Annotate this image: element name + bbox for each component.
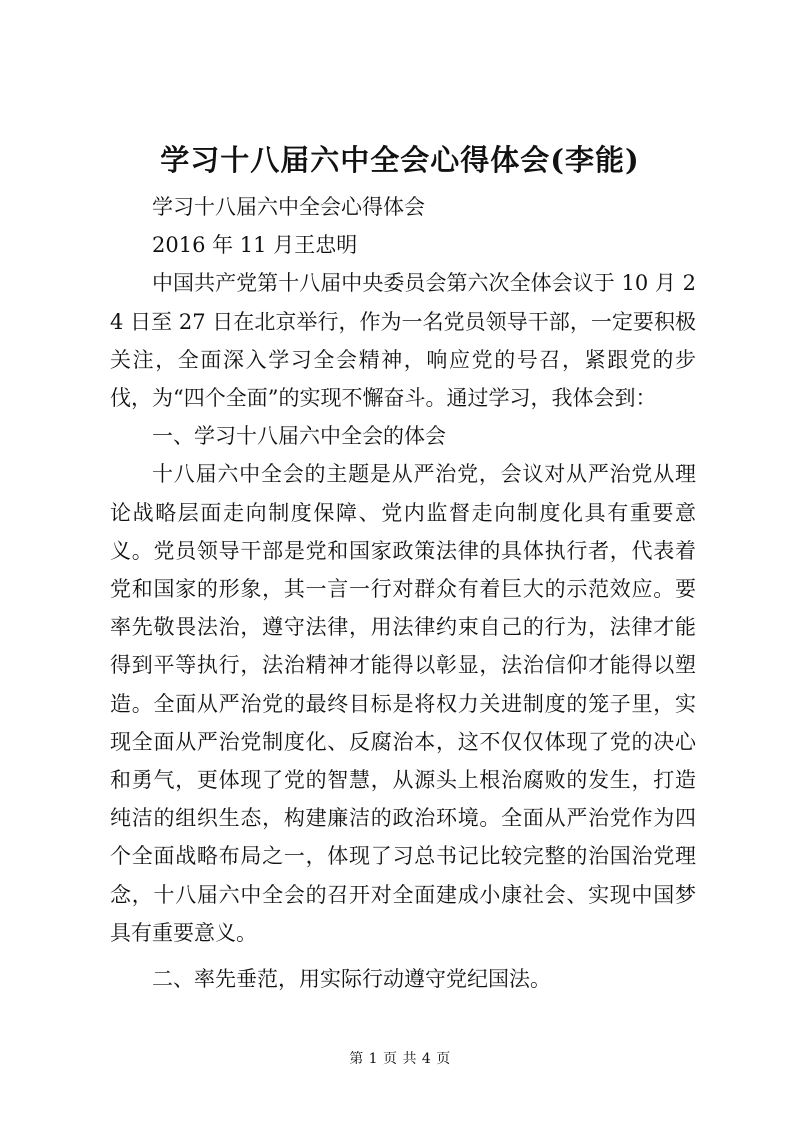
document-title: 学习十八届六中全会心得体会(李能) (160, 143, 640, 177)
intro-paragraph: 中国共产党第十八届中央委员会第六次全体会议于 10 月 24 日至 27 日在北京举行，作为一名党员领导干部，一定要积极关注，全面深入学习全会精神，响应党的号召，紧跟党的步伐，为“四个全面”的实现不懈奋斗。通过学习，我体会到： (110, 271, 696, 411)
page-footer: 第 1 页 共 4 页 (349, 1051, 451, 1067)
section-heading-2: 二、率先垂范，用实际行动遵守党纪国法。 (152, 967, 551, 992)
document-body (110, 188, 696, 998)
section-1-paragraph: 十八届六中全会的主题是从严治党，会议对从严治党从理论战略层面走向制度保障、党内监督走向制度化具有重要意义。党员领导干部是党和国家政策法律的具体执行者，代表着党和国家的形象，其一言一行对群众有着巨大的示范效应。要率先敬畏法治，遵守法律，用法律约束自己的行为，法律才能得到平等执行，法治精神才能得以彰显，法治信仰才能得以塑造。全面从严治党的最终目标是将权力关进制度的笼子里，实现全面从严治党制度化、反腐治本，这不仅仅体现了党的决心和勇气，更体现了党的智慧，从源头上根治腐败的发生，打造纯洁的组织生态，构建廉洁的政治环境。全面从严治党作为四个全面战略布局之一，体现了习总书记比较完整的治国治党理念，十八届六中全会的召开对全面建成小康社会、实现中国梦具有重要意义。 (110, 462, 696, 945)
date-author-paragraph: 2016 年 11 月王忠明 (152, 233, 358, 258)
section-heading-1: 一、学习十八届六中全会的体会 (152, 424, 446, 449)
subtitle-paragraph: 学习十八届六中全会心得体会 (152, 195, 425, 219)
